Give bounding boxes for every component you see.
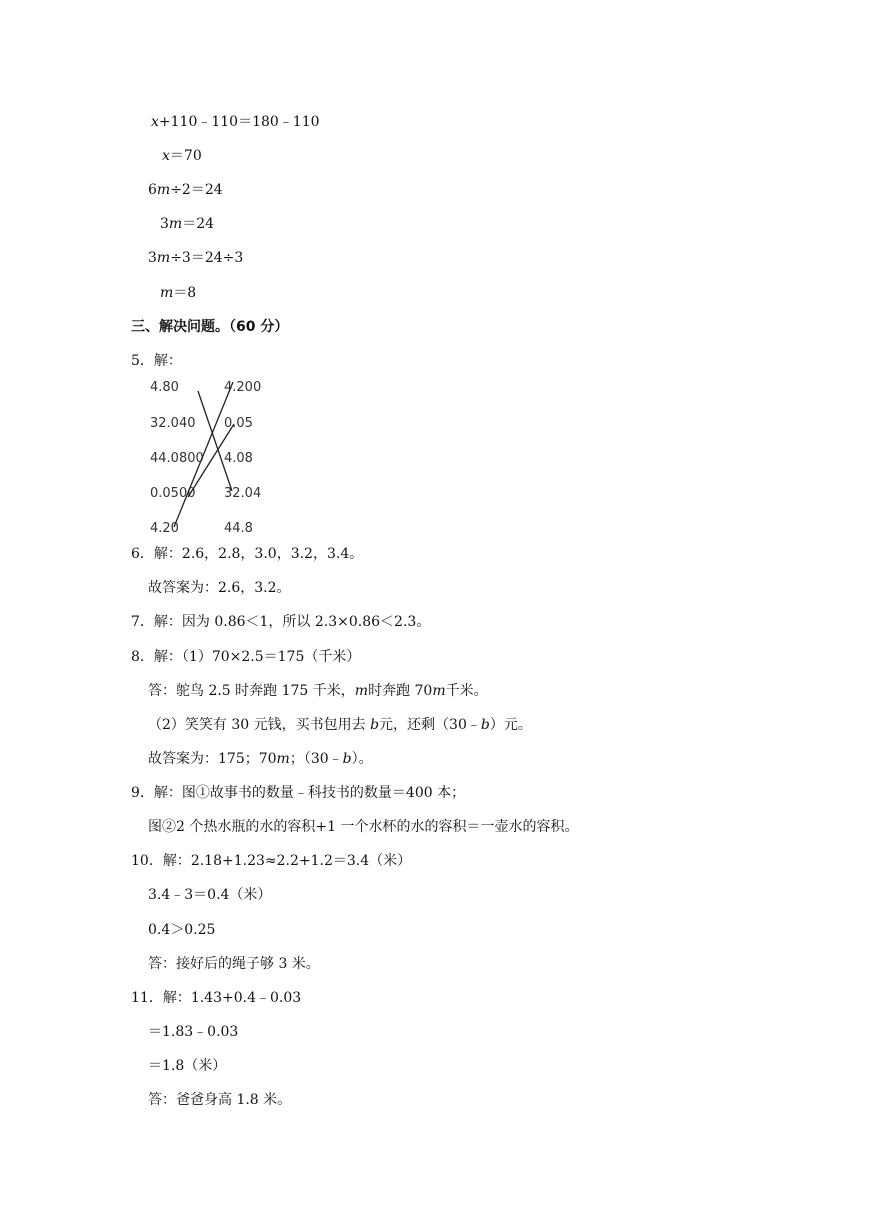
variable-symbol: x <box>162 148 170 164</box>
text-segment: 3 <box>160 216 169 232</box>
text-segment: ；（30﹣ <box>289 751 343 767</box>
text-segment: ＝8 <box>173 285 197 301</box>
answer-line: 3.4﹣3＝0.4（米） <box>148 887 272 903</box>
matching-diagram <box>148 374 278 538</box>
text-segment: ＝24 <box>182 216 215 232</box>
answer-line: 图②2 个热水瓶的水的容积+1 一个水杯的水的容积＝一壶水的容积。 <box>148 819 579 835</box>
answer-line: 11．解：1.43+0.4﹣0.03 <box>131 990 302 1006</box>
answer-line: 答：接好后的绳子够 3 米。 <box>148 956 320 972</box>
text-segment: 时奔跑 70 <box>368 683 433 699</box>
answer-line: 10．解：2.18+1.23≈2.2+1.2＝3.4（米） <box>131 853 412 869</box>
text-segment: 答：鸵鸟 2.5 时奔跑 175 千米， <box>148 683 355 699</box>
answer-line <box>148 750 373 768</box>
variable-symbol: m <box>276 751 290 767</box>
variable-symbol: b <box>342 751 352 767</box>
text-segment: ）元。 <box>489 717 532 733</box>
answer-line: 故答案为：2.6，3.2。 <box>148 580 291 596</box>
answer-line: 8．解：（1）70×2.5＝175（千米） <box>131 649 361 665</box>
equation-line <box>160 215 214 233</box>
answer-line: ＝1.8（米） <box>148 1058 227 1074</box>
text-segment: 故答案为：175；70 <box>148 751 277 767</box>
answer-line: ＝1.83﹣0.03 <box>148 1024 239 1040</box>
variable-symbol: m <box>168 216 183 232</box>
right-item: 44.8 <box>224 521 253 536</box>
answer-line: 0.4＞0.25 <box>148 922 216 938</box>
equation-line <box>148 181 223 199</box>
left-item: 0.0500 <box>150 486 196 501</box>
answer-line: 7．解：因为 0.86＜1，所以 2.3×0.86＜2.3。 <box>131 614 431 630</box>
left-item: 4.80 <box>150 380 179 395</box>
text-segment: 元，还剩（30﹣ <box>379 717 481 733</box>
text-segment: +110﹣110＝180﹣110 <box>158 114 320 130</box>
equation-line <box>151 113 320 131</box>
match-line <box>198 391 232 491</box>
equation-line <box>148 249 243 267</box>
variable-symbol: b <box>480 717 490 733</box>
text-segment: ）。 <box>351 751 373 767</box>
text-segment: 千米。 <box>445 683 488 699</box>
answer-line: 答：爸爸身高 1.8 米。 <box>148 1092 292 1108</box>
text-segment: 3 <box>148 250 157 266</box>
text-segment: ÷3＝24÷3 <box>170 250 244 266</box>
right-item: 0.05 <box>224 416 253 431</box>
text-segment: ÷2＝24 <box>170 182 223 198</box>
answer-line: 6．解：2.6，2.8，3.0，3.2，3.4。 <box>131 546 364 562</box>
variable-symbol: m <box>156 182 171 198</box>
right-item: 4.08 <box>224 451 253 466</box>
text-segment: （2）笑笑有 30 元钱，买书包用去 <box>148 717 371 733</box>
left-item: 32.040 <box>150 416 196 431</box>
variable-symbol: x <box>151 114 159 130</box>
answer-line <box>148 716 532 734</box>
answer-line: 9．解：图①故事书的数量﹣科技书的数量＝400 本； <box>131 785 466 801</box>
right-item: 4.200 <box>224 380 262 395</box>
left-item: 4.20 <box>150 521 179 536</box>
question-5-label: 5．解： <box>131 353 182 369</box>
left-item: 44.0800 <box>150 451 204 466</box>
variable-symbol: m <box>354 683 369 699</box>
variable-symbol: m <box>156 250 171 266</box>
variable-symbol: m <box>432 683 446 699</box>
section-title: 三、解决问题。（60 分） <box>131 319 289 335</box>
text-segment: ＝70 <box>169 148 202 164</box>
variable-symbol: m <box>160 285 174 301</box>
equation-line <box>160 284 196 302</box>
answer-line <box>148 682 488 700</box>
text-segment: 6 <box>148 182 157 198</box>
equation-line <box>162 147 202 165</box>
right-item: 32.04 <box>224 486 262 501</box>
variable-symbol: b <box>370 717 380 733</box>
